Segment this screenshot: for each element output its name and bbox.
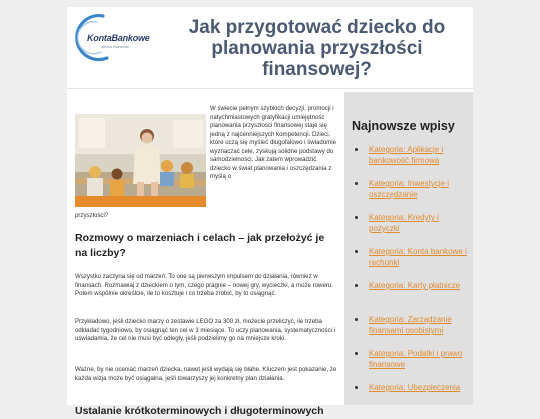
article-hero-image bbox=[75, 114, 206, 207]
logo-subtext: wiedza finansowa bbox=[101, 45, 129, 49]
sidebar-link[interactable]: Kategoria: Aplikacje i bankowość firmowa bbox=[369, 145, 444, 165]
section-heading-goals: Rozmowy o marzeniach i celach – jak przełożyć je na liczby? bbox=[75, 232, 325, 259]
bullet-icon bbox=[355, 318, 358, 321]
sidebar-link[interactable]: Kategoria: Zarządzanie finansami osobistymi bbox=[369, 315, 452, 335]
site-logo[interactable] bbox=[73, 12, 157, 62]
bullet-icon bbox=[355, 182, 358, 185]
site-header bbox=[67, 7, 473, 87]
sidebar-link[interactable]: Kategoria: Kredyty i pożyczki bbox=[369, 213, 439, 233]
list-item bbox=[352, 212, 470, 246]
section-heading-terms: Ustalanie krótkoterminowych i długoterminowych bbox=[75, 405, 324, 417]
header-divider bbox=[67, 88, 473, 89]
list-item bbox=[352, 280, 470, 314]
list-item bbox=[352, 314, 470, 348]
article-paragraph: Ważne, by nie oceniać marzeń dziecka, nawet jeśli wydają się błahe. Kluczem jest pokazanie, że każda wizja może być osiągalna, jeśli towarzyszy jej konkretny plan działania. bbox=[75, 366, 337, 382]
sidebar-link[interactable]: Kategoria: Karty płatnicze bbox=[369, 281, 461, 290]
bullet-icon bbox=[355, 386, 358, 389]
page-title: Jak przygotować dziecko do planowania przyszłości finansowej? bbox=[188, 17, 446, 80]
page bbox=[67, 7, 473, 417]
recent-posts-list bbox=[352, 144, 470, 416]
bullet-icon bbox=[355, 148, 358, 151]
list-item bbox=[352, 178, 470, 212]
bullet-icon bbox=[355, 352, 358, 355]
list-item bbox=[352, 348, 470, 382]
list-item bbox=[352, 144, 470, 178]
list-item bbox=[352, 246, 470, 280]
article-paragraph: Wszystko zaczyna się od marzeń. To one są pierwszym impulsem do działania, również w finansach. Rozmawiaj z dzieckiem o tym, czego pragnie – nowej gry, wycieczki, a może roweru. Potem wspólnie określcie, ile to kosztuje i co trzeba zrobić, by to osiągnąć. bbox=[75, 273, 333, 298]
article-intro-tail: przyszłości? bbox=[75, 212, 109, 219]
article-paragraph: Przykładowo, jeśli dziecko marzy o zestawie LEGO za 300 zł, możecie przeliczyć, ile trzeba odkładać tygodniowo, by osiągnąć ten cel w 3 miesiące. To uczy planowania, systematyczności i uświadamia, że cel nie musi być odległy, jeśli podzielimy go na mniejsze kroki. bbox=[75, 318, 336, 343]
sidebar bbox=[344, 92, 473, 405]
sidebar-link[interactable]: Kategoria: Konta bankowe i rachunki bbox=[369, 247, 467, 267]
list-item bbox=[352, 382, 470, 416]
article-intro: W świecie pełnym szybkich decyzji, promocji i natychmiastowych gratyfikacji umiejętność planowania przyszłości finansowej staje się jedną z najcenniejszych kompetencji. Dzieci, które uczą się myśleć długofalowo i świadomie wyznaczać cele, zyskują solidne podstawy do samodzielności. Jak zatem wprowadzić dziecko w świat planowania i oszczędzania z myślą o bbox=[210, 105, 336, 181]
sidebar-link[interactable]: Kategoria: Podatki i prawo finansowe bbox=[369, 349, 463, 369]
sidebar-link[interactable]: Kategoria: Ubezpieczenia bbox=[369, 383, 461, 392]
sidebar-link[interactable]: Kategoria: Inwestycje i oszczędzanie bbox=[369, 179, 450, 199]
bullet-icon bbox=[355, 284, 358, 287]
bullet-icon bbox=[355, 250, 358, 253]
sidebar-title: Najnowsze wpisy bbox=[352, 119, 455, 133]
bullet-icon bbox=[355, 216, 358, 219]
logo-text: KontaBankowe bbox=[87, 33, 150, 43]
